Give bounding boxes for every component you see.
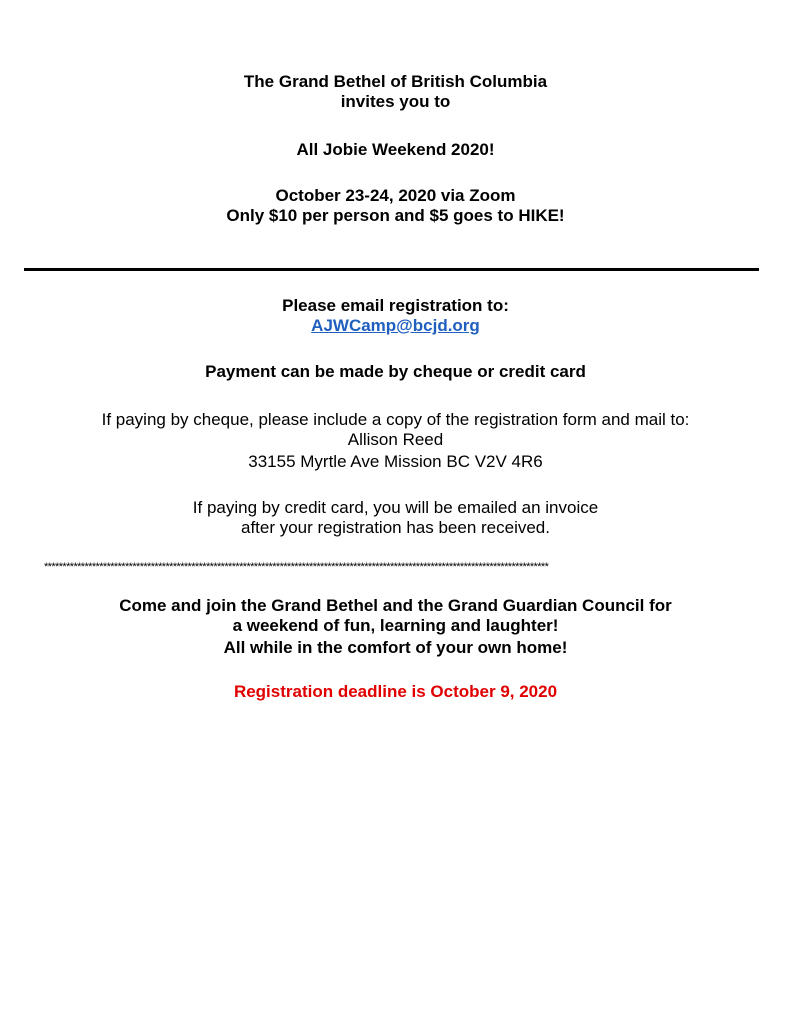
registration-deadline: Registration deadline is October 9, 2020 [233, 682, 558, 701]
cheque-recipient-address: 33155 Myrtle Ave Mission BC V2V 4R6 [248, 452, 543, 471]
divider-rule [24, 268, 759, 271]
event-price: Only $10 per person and $5 goes to HIKE! [226, 206, 565, 225]
cheque-recipient-name: Allison Reed [347, 430, 444, 449]
header-title: The Grand Bethel of British Columbia [243, 72, 548, 91]
email-heading: Please email registration to: [282, 296, 509, 315]
invitation-line-2: a weekend of fun, learning and laughter! [232, 616, 559, 635]
credit-card-instructions-cont: after your registration has been received. [240, 518, 550, 537]
header-subtitle: invites you to [340, 92, 451, 111]
event-dates: October 23-24, 2020 via Zoom [275, 186, 516, 205]
invitation-line-1: Come and join the Grand Bethel and the Grand Guardian Council for [119, 596, 672, 615]
asterisk-separator: ***************************************************************************************************************************************** [44, 561, 549, 573]
credit-card-instructions: If paying by credit card, you will be emailed an invoice [192, 498, 599, 517]
event-title: All Jobie Weekend 2020! [296, 140, 495, 159]
email-link-row [0, 316, 791, 336]
email-link[interactable]: AJWCamp@bcjd.org [311, 316, 480, 335]
invitation-line-3: All while in the comfort of your own home! [223, 638, 568, 657]
payment-heading: Payment can be made by cheque or credit card [205, 362, 586, 381]
cheque-instructions: If paying by cheque, please include a copy of the registration form and mail to: [101, 410, 690, 429]
